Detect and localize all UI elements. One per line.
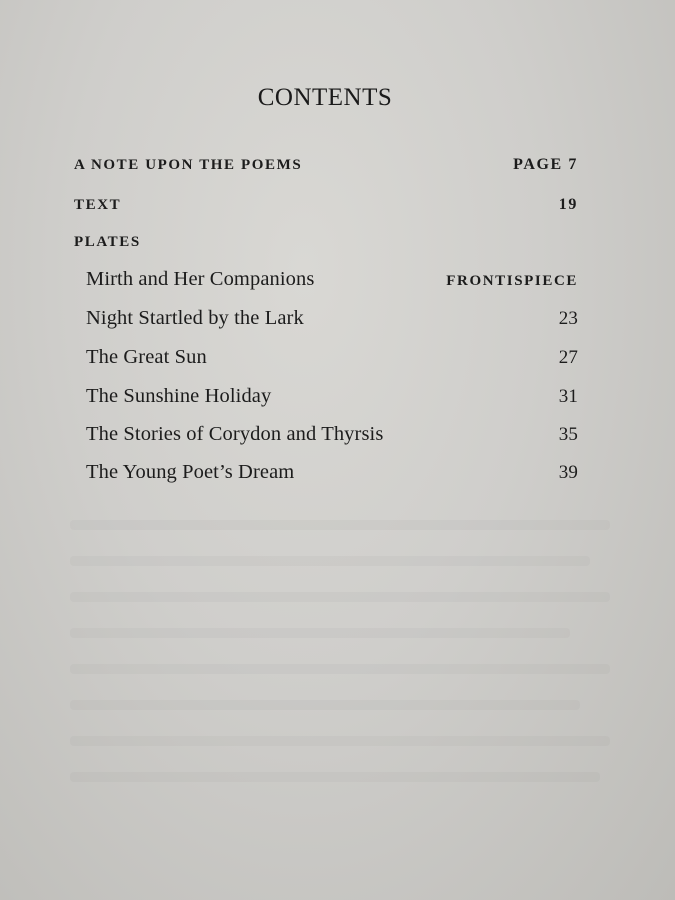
bleed-through-line [70, 700, 580, 710]
bleed-through-line [70, 664, 610, 674]
plate-entry [86, 385, 578, 408]
toc-entry-page: 19 [558, 196, 578, 213]
contents-title: CONTENTS [257, 84, 393, 111]
plate-title: The Great Sun [86, 346, 207, 368]
plate-entry [86, 307, 578, 330]
plate-title: Mirth and Her Companions [86, 268, 315, 290]
plate-title: The Stories of Corydon and Thyrsis [86, 423, 384, 445]
toc-entry-text [74, 196, 578, 214]
plate-entry [86, 461, 578, 484]
plate-title: Night Startled by the Lark [86, 307, 304, 329]
plate-entry [86, 346, 578, 369]
bleed-through-line [70, 628, 570, 638]
plate-page: 35 [558, 424, 578, 445]
bleed-through-line [70, 772, 600, 782]
plate-page: 23 [558, 308, 578, 329]
toc-entry-label: PLATES [74, 234, 141, 250]
bleed-through-line [70, 736, 610, 746]
toc-entry-label: TEXT [74, 197, 122, 213]
plate-title: The Sunshine Holiday [86, 385, 272, 407]
plate-page: 39 [558, 462, 578, 483]
toc-entry-label: A NOTE UPON THE POEMS [74, 157, 303, 173]
bleed-through-line [70, 592, 610, 602]
plate-page: 27 [558, 347, 578, 368]
bleed-through-line [70, 556, 590, 566]
plate-title: The Young Poet’s Dream [86, 461, 295, 483]
toc-entry-plates [74, 234, 578, 251]
plate-entry [86, 423, 578, 446]
toc-entry-page: PAGE 7 [513, 156, 578, 173]
plate-entry [86, 268, 578, 291]
plate-page: FRONTISPIECE [446, 273, 578, 289]
toc-entry-note [74, 156, 578, 174]
plate-page: 31 [558, 386, 578, 407]
bleed-through-line [70, 520, 610, 530]
